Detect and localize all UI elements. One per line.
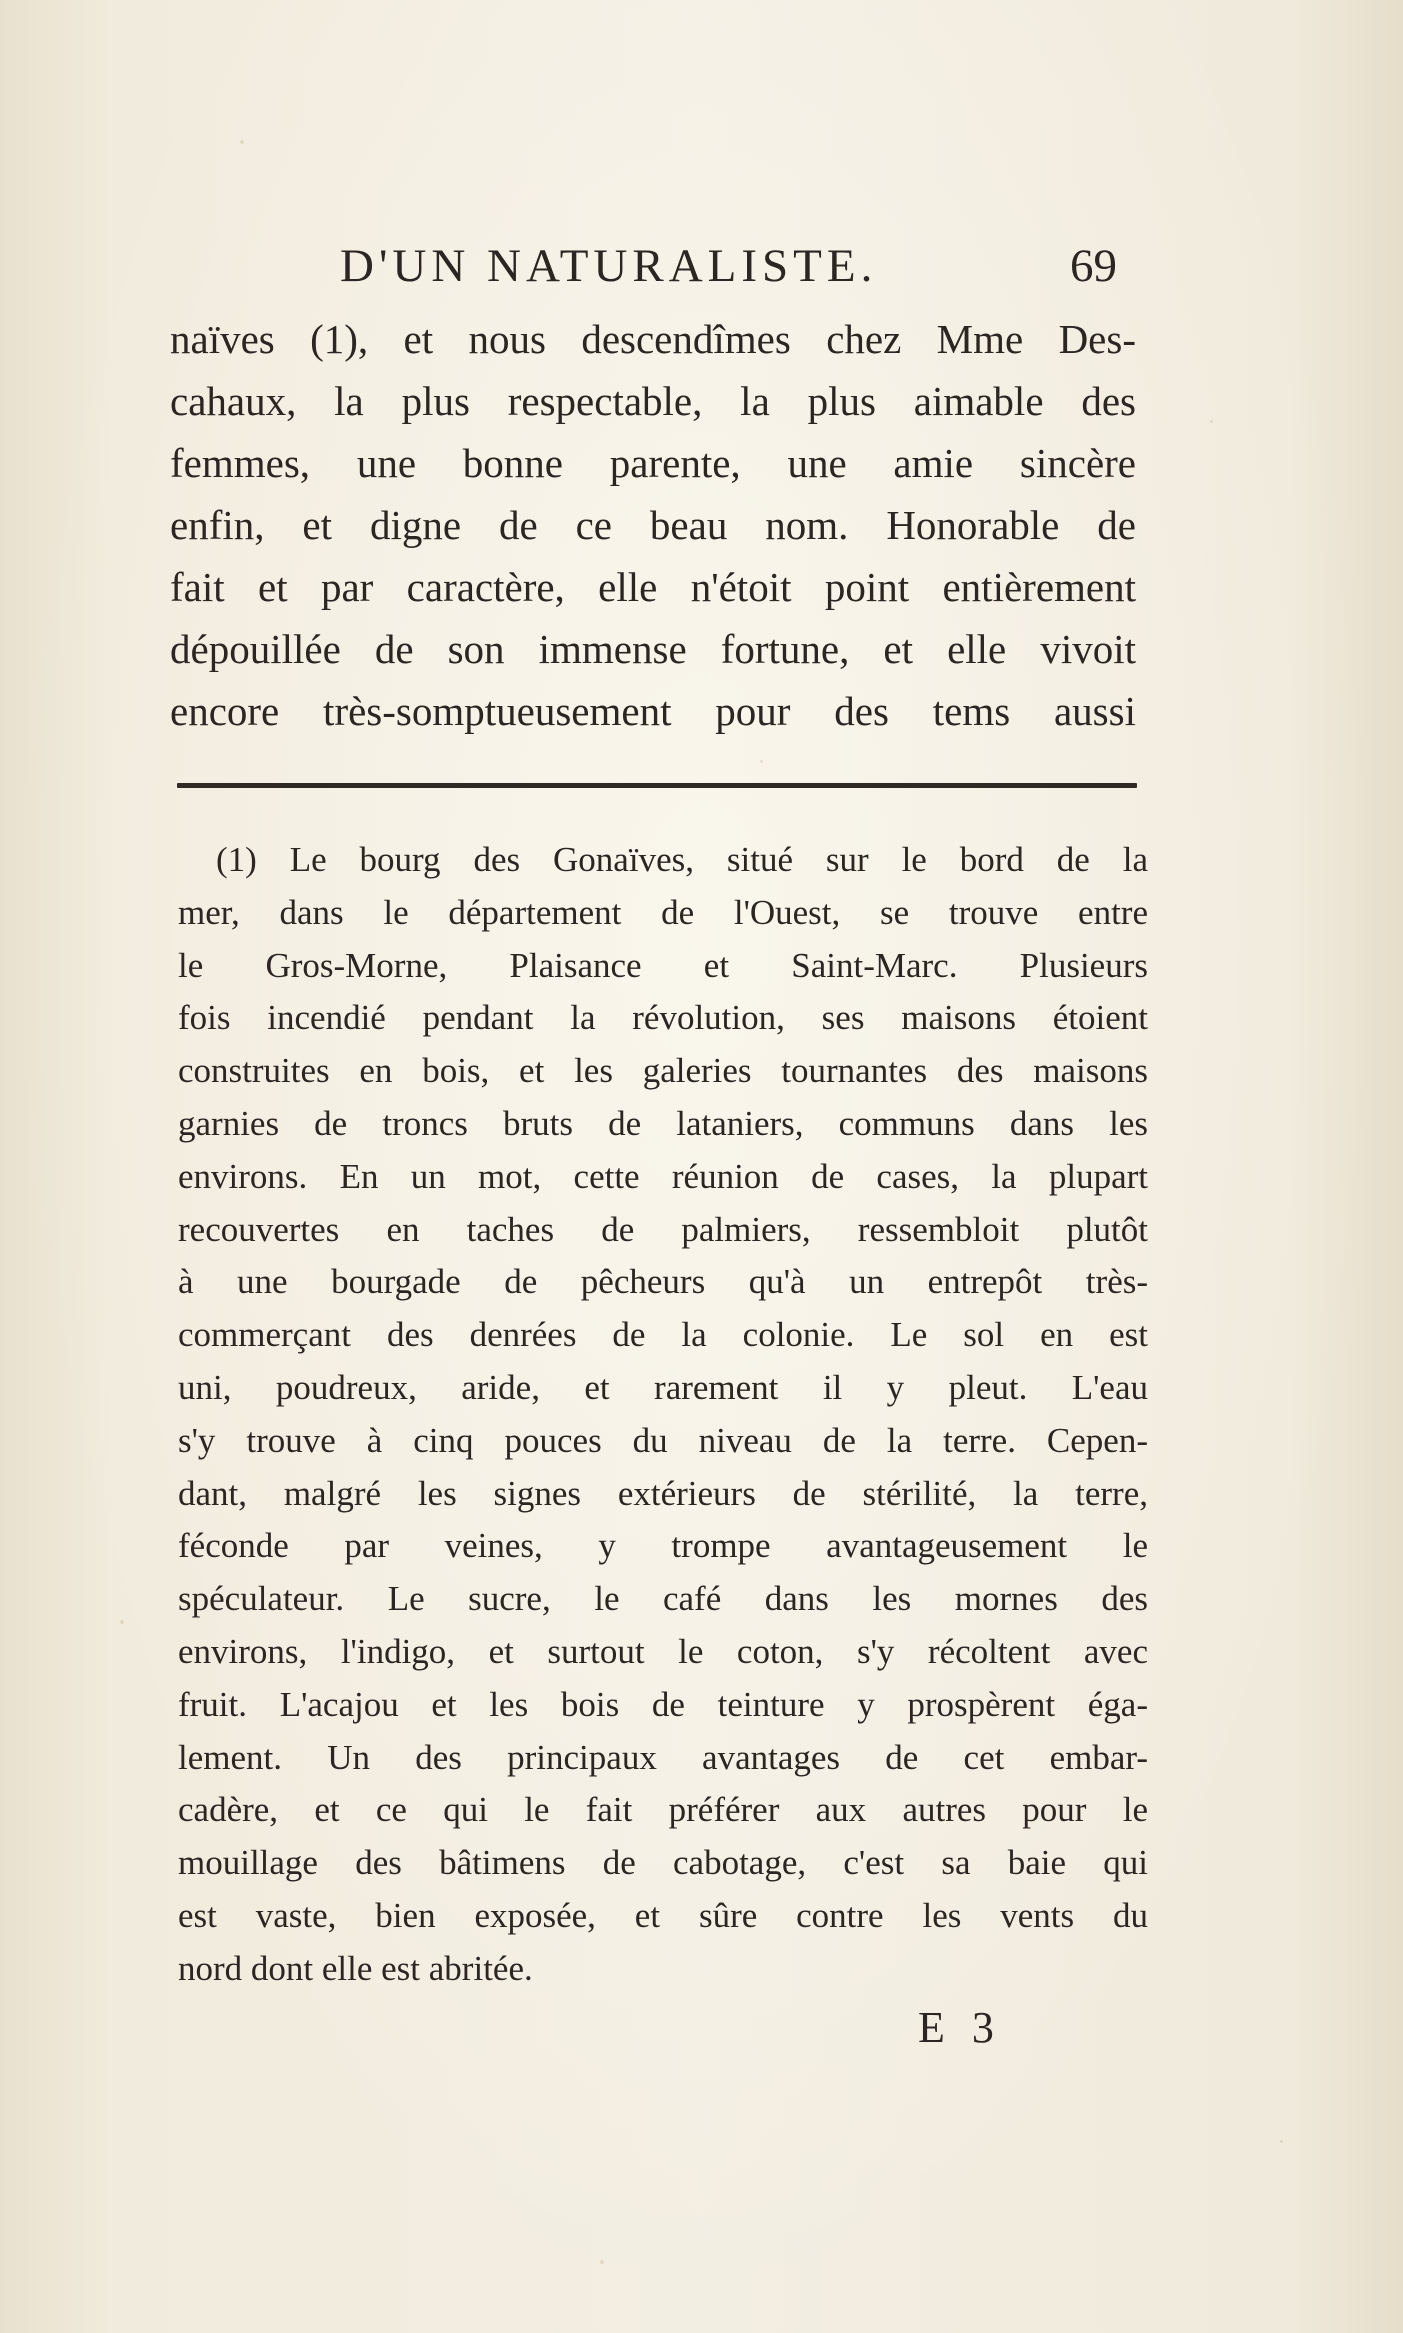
footnote-line: à une bourgade de pêcheurs qu'à un entrepôt très- xyxy=(178,1262,1148,1302)
footnote-line: garnies de troncs bruts de lataniers, communs dans les xyxy=(178,1103,1148,1143)
footnote-separator-rule xyxy=(177,783,1137,788)
main-text-line: femmes, une bonne parente, une amie sincère xyxy=(170,440,1136,486)
signature-mark: E 3 xyxy=(918,2003,1002,2052)
main-text-block xyxy=(170,308,1136,742)
footnote-line: environs. En un mot, cette réunion de cases, la plupart xyxy=(178,1156,1148,1196)
paper-speck xyxy=(120,1620,124,1624)
page-number: 69 xyxy=(1070,240,1117,292)
paper-speck xyxy=(760,760,763,763)
footnote-line: cadère, et ce qui le fait préférer aux autres pour le xyxy=(178,1790,1148,1830)
paper-speck xyxy=(240,140,244,144)
main-text-line: enfin, et digne de ce beau nom. Honorable de xyxy=(170,502,1136,548)
running-head xyxy=(340,236,1140,296)
paper-speck xyxy=(1210,420,1213,423)
footnote-line: (1) Le bourg des Gonaïves, situé sur le bord de la xyxy=(216,840,1148,879)
footnote-line: fois incendié pendant la révolution, ses maisons étoient xyxy=(178,998,1148,1038)
footnote-line: environs, l'indigo, et surtout le coton, s'y récoltent avec xyxy=(178,1631,1148,1671)
footnote-block xyxy=(178,834,1148,1996)
footnote-line: uni, poudreux, aride, et rarement il y pleut. L'eau xyxy=(178,1367,1148,1407)
footnote-line: s'y trouve à cinq pouces du niveau de la terre. Cepen- xyxy=(178,1420,1148,1460)
paper-speck xyxy=(600,2260,604,2264)
footnote-line: fruit. L'acajou et les bois de teinture y prospèrent éga- xyxy=(178,1684,1148,1724)
footnote-line: commerçant des denrées de la colonie. Le sol en est xyxy=(178,1315,1148,1355)
footnote-line: lement. Un des principaux avantages de cet embar- xyxy=(178,1737,1148,1777)
footnote-line: dant, malgré les signes extérieurs de stérilité, la terre, xyxy=(178,1473,1148,1513)
main-text-line: encore très-somptueusement pour des tems aussi xyxy=(170,688,1136,734)
paper-speck xyxy=(1280,2140,1283,2143)
main-text-line: dépouillée de son immense fortune, et elle vivoit xyxy=(170,626,1136,672)
footnote-line: recouvertes en taches de palmiers, ressembloit plutôt xyxy=(178,1209,1148,1249)
footnote-line: le Gros-Morne, Plaisance et Saint-Marc. Plusieurs xyxy=(178,945,1148,985)
main-text-line: naïves (1), et nous descendîmes chez Mme Des- xyxy=(170,316,1136,362)
footnote-line: est vaste, bien exposée, et sûre contre les vents du xyxy=(178,1895,1148,1935)
footnote-line: construites en bois, et les galeries tournantes des maisons xyxy=(178,1051,1148,1091)
main-text-line: cahaux, la plus respectable, la plus aimable des xyxy=(170,378,1136,424)
footnote-line: féconde par veines, y trompe avantageusement le xyxy=(178,1526,1148,1566)
main-text-line: fait et par caractère, elle n'étoit point entièrement xyxy=(170,564,1136,610)
footnote-line: mer, dans le département de l'Ouest, se trouve entre xyxy=(178,892,1148,932)
footnote-line: spéculateur. Le sucre, le café dans les mornes des xyxy=(178,1579,1148,1619)
running-head-title: D'UN NATURALISTE. xyxy=(340,240,878,292)
footnote-line: nord dont elle est abritée. xyxy=(178,1948,533,1988)
footnote-line: mouillage des bâtimens de cabotage, c'est sa baie qui xyxy=(178,1843,1148,1883)
